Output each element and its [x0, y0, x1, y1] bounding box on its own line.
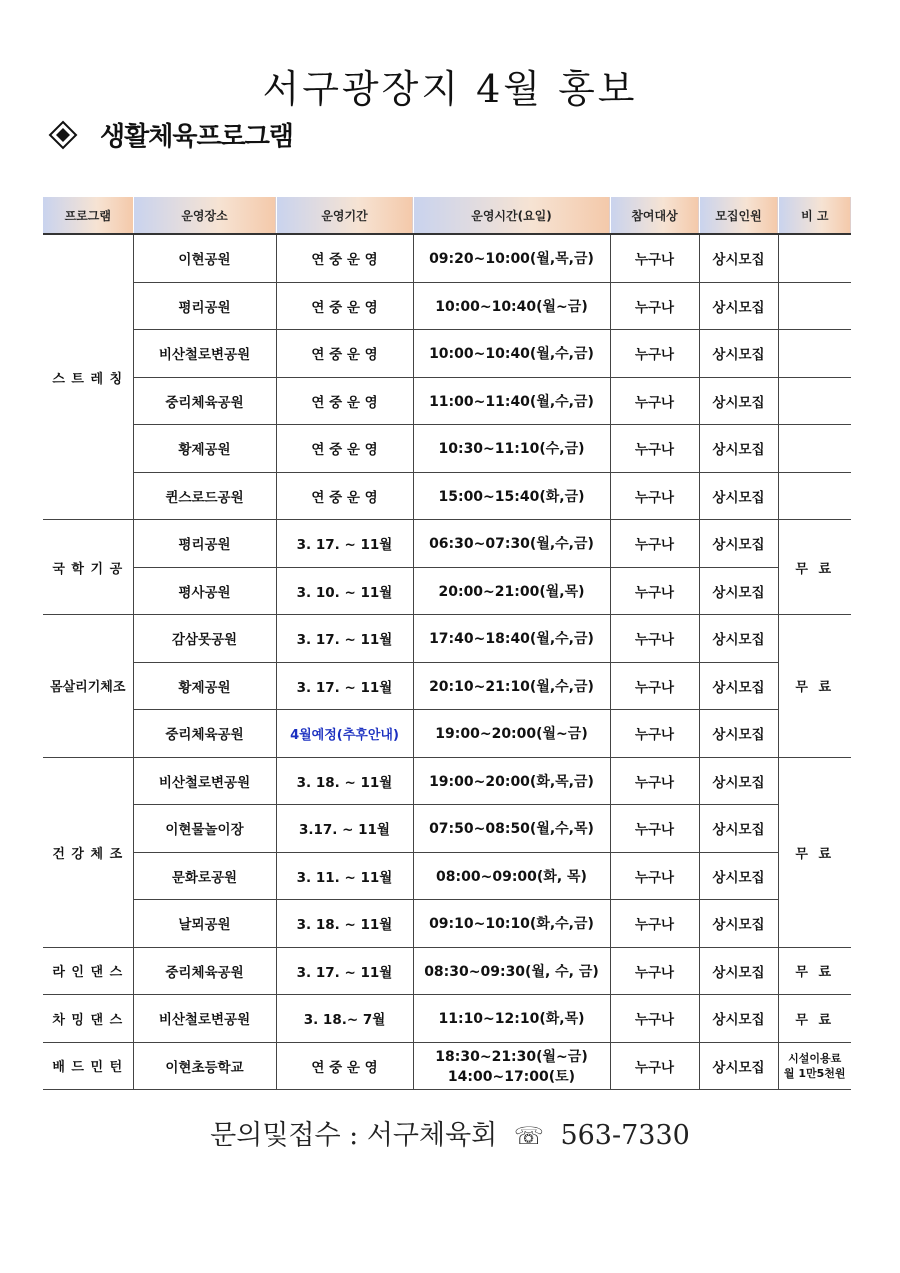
- note-cell: 무 료: [778, 947, 851, 995]
- target-cell: 누구나: [610, 330, 699, 378]
- target-cell: 누구나: [610, 567, 699, 615]
- period-cell: 3. 11. ~ 11월: [276, 852, 413, 900]
- program-cell: 몸살리기체조: [43, 615, 133, 758]
- recruit-cell: 상시모집: [699, 234, 778, 282]
- period-cell: 연 중 운 영: [276, 330, 413, 378]
- place-cell: 날뫼공원: [133, 900, 276, 948]
- time-cell: 09:10~10:10(화,수,금): [413, 900, 610, 948]
- period-cell: 3. 17. ~ 11월: [276, 615, 413, 663]
- time-cell: 11:00~11:40(월,수,금): [413, 377, 610, 425]
- period-cell: 3.17. ~ 11월: [276, 805, 413, 853]
- place-cell: 이현물놀이장: [133, 805, 276, 853]
- note-cell: 무 료: [778, 757, 851, 947]
- note-line-1: 시설이용료: [788, 1051, 842, 1065]
- table-header-row: [43, 197, 851, 234]
- period-cell: 연 중 운 영: [276, 234, 413, 282]
- target-cell: 누구나: [610, 757, 699, 805]
- note-cell: [778, 330, 851, 378]
- table-row: [43, 282, 851, 330]
- place-cell: 평리공원: [133, 282, 276, 330]
- target-cell: 누구나: [610, 520, 699, 568]
- recruit-cell: 상시모집: [699, 662, 778, 710]
- recruit-cell: 상시모집: [699, 947, 778, 995]
- target-cell: 누구나: [610, 710, 699, 758]
- target-cell: 누구나: [610, 852, 699, 900]
- header-note: 비 고: [778, 197, 851, 234]
- recruit-cell: 상시모집: [699, 852, 778, 900]
- recruit-cell: 상시모집: [699, 710, 778, 758]
- place-cell: 중리체육공원: [133, 947, 276, 995]
- time-cell: 09:20~10:00(월,목,금): [413, 234, 610, 282]
- diamond-bullet-icon: [48, 120, 78, 150]
- note-cell: 무 료: [778, 520, 851, 615]
- program-cell: 스 트 레 칭: [43, 234, 133, 520]
- period-cell: 3. 18. ~ 11월: [276, 900, 413, 948]
- note-cell: [778, 377, 851, 425]
- table-row: [43, 425, 851, 473]
- recruit-cell: 상시모집: [699, 330, 778, 378]
- note-cell: [778, 234, 851, 282]
- period-cell: 3. 17. ~ 11월: [276, 520, 413, 568]
- period-cell: 연 중 운 영: [276, 1042, 413, 1090]
- recruit-cell: 상시모집: [699, 995, 778, 1043]
- recruit-cell: 상시모집: [699, 615, 778, 663]
- note-cell: [778, 425, 851, 473]
- place-cell: 비산철로변공원: [133, 995, 276, 1043]
- table-row: [43, 234, 851, 282]
- target-cell: 누구나: [610, 472, 699, 520]
- place-cell: 감삼못공원: [133, 615, 276, 663]
- period-cell: 3. 18. ~ 11월: [276, 757, 413, 805]
- time-cell: 20:00~21:00(월,목): [413, 567, 610, 615]
- target-cell: 누구나: [610, 234, 699, 282]
- header-target: 참여대상: [610, 197, 699, 234]
- place-cell: 문화로공원: [133, 852, 276, 900]
- period-cell: 4월예정(추후안내): [276, 710, 413, 758]
- note-line-2: 월 1만5천원: [783, 1066, 846, 1080]
- place-cell: 이현공원: [133, 234, 276, 282]
- contact-phone: 563-7330: [560, 1120, 690, 1151]
- note-cell: 무 료: [778, 995, 851, 1043]
- table-row: [43, 852, 851, 900]
- program-cell: 건 강 체 조: [43, 757, 133, 947]
- target-cell: 누구나: [610, 377, 699, 425]
- telephone-icon: ☏: [513, 1122, 544, 1150]
- header-place: 운영장소: [133, 197, 276, 234]
- place-cell: 이현초등학교: [133, 1042, 276, 1090]
- recruit-cell: 상시모집: [699, 805, 778, 853]
- note-cell: [778, 1042, 851, 1090]
- table-row: [43, 472, 851, 520]
- place-cell: 중리체육공원: [133, 710, 276, 758]
- program-cell: 라 인 댄 스: [43, 947, 133, 995]
- period-cell: 연 중 운 영: [276, 425, 413, 473]
- table-row: [43, 805, 851, 853]
- time-cell: 19:00~20:00(화,목,금): [413, 757, 610, 805]
- table-row: [43, 567, 851, 615]
- recruit-cell: 상시모집: [699, 472, 778, 520]
- period-cell: 연 중 운 영: [276, 282, 413, 330]
- time-cell: [413, 1042, 610, 1090]
- target-cell: 누구나: [610, 662, 699, 710]
- place-cell: 중리체육공원: [133, 377, 276, 425]
- table-row: [43, 377, 851, 425]
- note-cell: 무 료: [778, 615, 851, 758]
- section-label: 생활체육프로그램: [100, 122, 293, 152]
- target-cell: 누구나: [610, 1042, 699, 1090]
- table-row: [43, 710, 851, 758]
- table-row: [43, 900, 851, 948]
- table-row: [43, 330, 851, 378]
- target-cell: 누구나: [610, 947, 699, 995]
- section-heading: [48, 116, 293, 153]
- recruit-cell: 상시모집: [699, 1042, 778, 1090]
- recruit-cell: 상시모집: [699, 377, 778, 425]
- recruit-cell: 상시모집: [699, 900, 778, 948]
- table-row: [43, 995, 851, 1043]
- period-cell: 3. 10. ~ 11월: [276, 567, 413, 615]
- time-cell: 06:30~07:30(월,수,금): [413, 520, 610, 568]
- time-cell: 10:00~10:40(월~금): [413, 282, 610, 330]
- time-cell: 17:40~18:40(월,수,금): [413, 615, 610, 663]
- table-row: [43, 615, 851, 663]
- program-cell: 배 드 민 턴: [43, 1042, 133, 1090]
- target-cell: 누구나: [610, 282, 699, 330]
- place-cell: 황제공원: [133, 425, 276, 473]
- table-row: [43, 1042, 851, 1090]
- program-table: [43, 197, 851, 1090]
- target-cell: 누구나: [610, 615, 699, 663]
- place-cell: 평리공원: [133, 520, 276, 568]
- header-period: 운영기간: [276, 197, 413, 234]
- table-row: [43, 947, 851, 995]
- header-time: 운영시간(요일): [413, 197, 610, 234]
- period-cell: 3. 18.~ 7월: [276, 995, 413, 1043]
- period-cell: 연 중 운 영: [276, 472, 413, 520]
- contact-footer: [0, 1113, 900, 1152]
- time-cell: 11:10~12:10(화,목): [413, 995, 610, 1043]
- recruit-cell: 상시모집: [699, 567, 778, 615]
- place-cell: 황제공원: [133, 662, 276, 710]
- program-cell: 차 밍 댄 스: [43, 995, 133, 1043]
- target-cell: 누구나: [610, 900, 699, 948]
- time-cell: 19:00~20:00(월~금): [413, 710, 610, 758]
- header-program: 프로그램: [43, 197, 133, 234]
- header-recruit: 모집인원: [699, 197, 778, 234]
- place-cell: 평사공원: [133, 567, 276, 615]
- time-cell: 15:00~15:40(화,금): [413, 472, 610, 520]
- time-cell: 08:00~09:00(화, 목): [413, 852, 610, 900]
- period-cell: 3. 17. ~ 11월: [276, 947, 413, 995]
- period-cell: 3. 17. ~ 11월: [276, 662, 413, 710]
- time-cell: 08:30~09:30(월, 수, 금): [413, 947, 610, 995]
- recruit-cell: 상시모집: [699, 520, 778, 568]
- table-row: [43, 520, 851, 568]
- time-cell: 10:30~11:10(수,금): [413, 425, 610, 473]
- time-line-1: 18:30~21:30(월~금): [435, 1048, 588, 1065]
- place-cell: 비산철로변공원: [133, 757, 276, 805]
- recruit-cell: 상시모집: [699, 425, 778, 473]
- period-cell: 연 중 운 영: [276, 377, 413, 425]
- recruit-cell: 상시모집: [699, 757, 778, 805]
- time-cell: 10:00~10:40(월,수,금): [413, 330, 610, 378]
- target-cell: 누구나: [610, 995, 699, 1043]
- program-cell: 국 학 기 공: [43, 520, 133, 615]
- table-row: [43, 662, 851, 710]
- page-title: 서구광장지 4월 홍보: [262, 67, 638, 111]
- time-line-2: 14:00~17:00(토): [447, 1068, 576, 1085]
- table-row: [43, 757, 851, 805]
- contact-label: 문의및접수 : 서구체육회: [210, 1120, 498, 1151]
- note-cell: [778, 472, 851, 520]
- place-cell: 비산철로변공원: [133, 330, 276, 378]
- target-cell: 누구나: [610, 425, 699, 473]
- place-cell: 퀸스로드공원: [133, 472, 276, 520]
- note-cell: [778, 282, 851, 330]
- recruit-cell: 상시모집: [699, 282, 778, 330]
- time-cell: 07:50~08:50(월,수,목): [413, 805, 610, 853]
- target-cell: 누구나: [610, 805, 699, 853]
- time-cell: 20:10~21:10(월,수,금): [413, 662, 610, 710]
